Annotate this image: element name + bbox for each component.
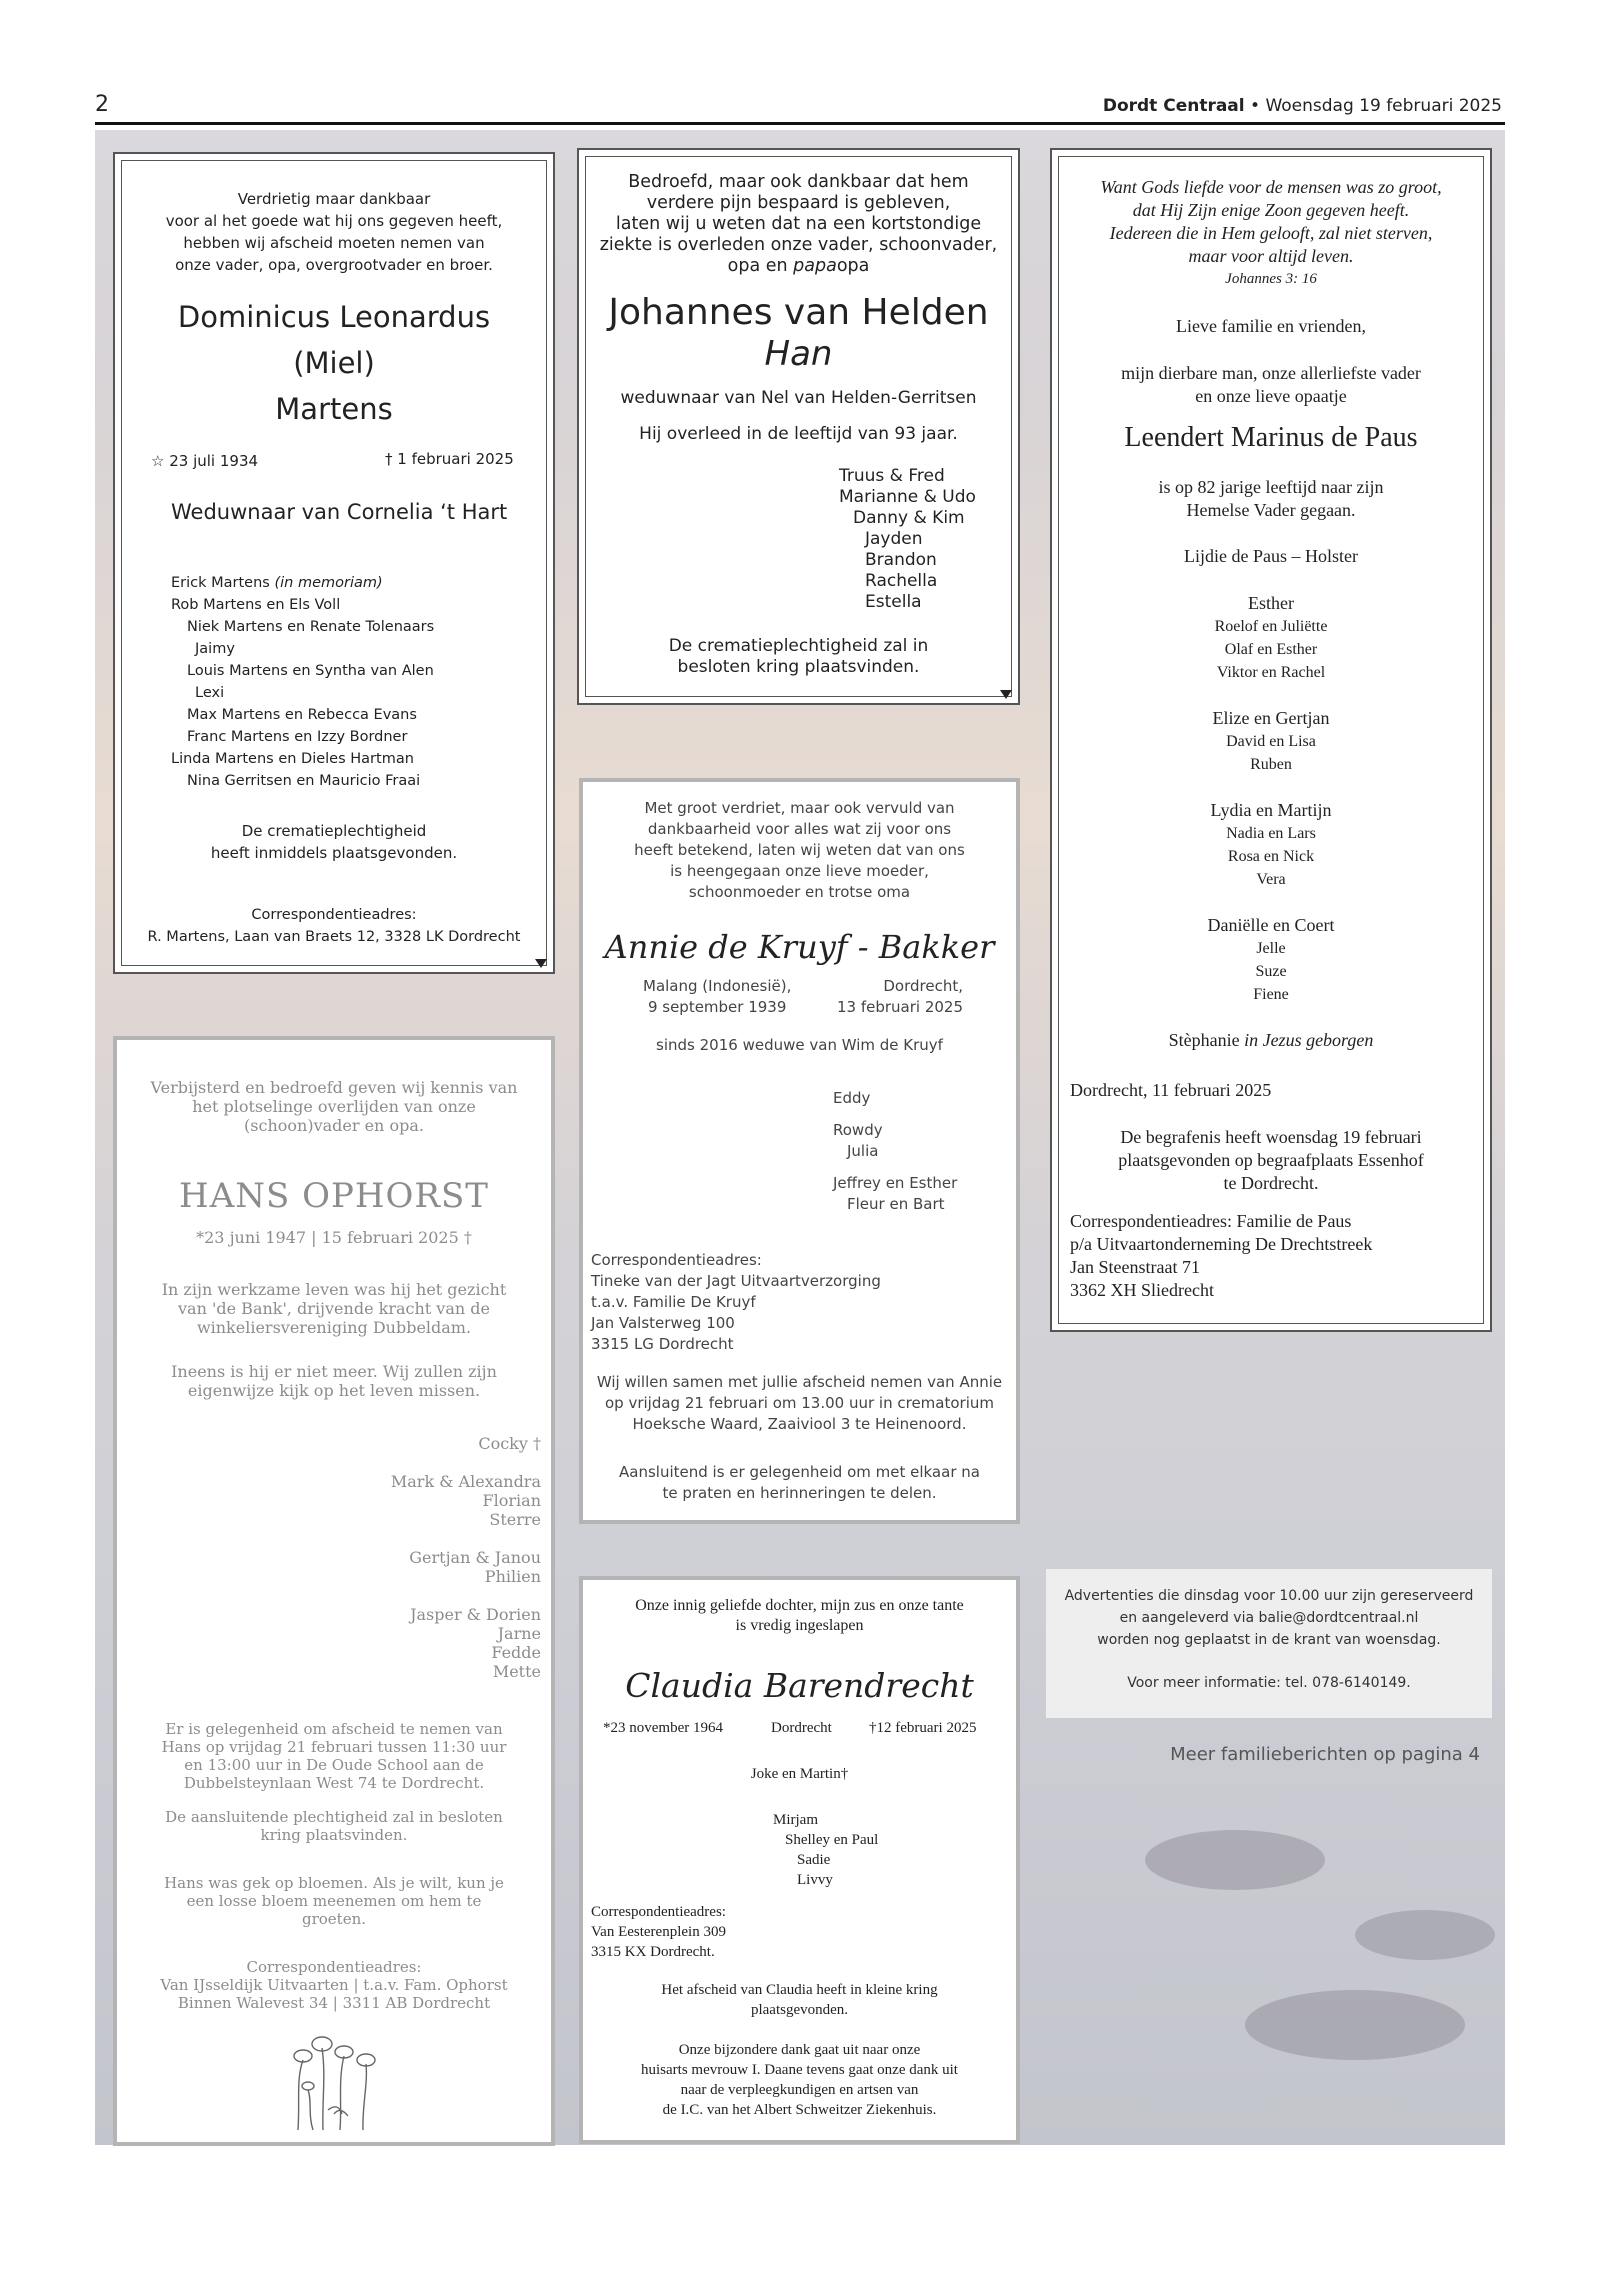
passing-line: Hemelse Vader gegaan. <box>1186 500 1356 520</box>
family-member: Jelle <box>1256 940 1286 957</box>
family-member: Truus & Fred <box>839 466 945 486</box>
notice-text <box>1046 1585 1492 1651</box>
parents-line: Joke en Martin† <box>750 1766 849 1782</box>
corr-line: 3362 XH Sliedrecht <box>1070 1280 1214 1300</box>
bible-verse <box>1062 176 1480 291</box>
family-member: Rowdy <box>833 1121 883 1139</box>
family-member: Franc Martens en Izzy Bordner <box>187 729 408 745</box>
funeral-line: De begrafenis heeft woensdag 19 februari <box>1120 1127 1422 1147</box>
ceremony-note <box>579 636 1018 678</box>
deceased-nickname: Han <box>764 334 833 374</box>
family-member: Jaimy <box>195 641 235 657</box>
biography <box>121 1280 547 1337</box>
birth-info <box>643 976 791 1018</box>
intro-line: laten wij u weten dat na een kortstondige <box>615 214 982 234</box>
intro-line: hebben wij afscheid moeten nemen van <box>183 234 485 252</box>
family-member: Mark & Alexandra <box>390 1472 541 1491</box>
intro-line: voor al het goede wat hij ons gegeven heeft, <box>165 212 503 230</box>
flowers-note <box>121 1874 547 1928</box>
intro-line: mijn dierbare man, onze allerliefste vader <box>1121 363 1421 383</box>
family-head: Esther <box>1248 593 1294 613</box>
wife-line: Lijdie de Paus – Holster <box>1184 546 1358 566</box>
intro-line: (schoon)vader en opa. <box>244 1116 424 1135</box>
birth-place: Malang (Indonesië), <box>643 977 792 995</box>
corr-line: Correspondentieadres: <box>251 907 417 923</box>
triangle-down-icon <box>535 959 547 968</box>
intro-line: is vredig ingeslapen <box>735 1617 864 1634</box>
obituary-de-paus <box>1050 148 1492 1332</box>
intro-line: Bedroefd, maar ook dankbaar dat hem <box>628 172 969 192</box>
verse-reference: Johannes 3: 16 <box>1225 271 1317 287</box>
corr-line: Correspondentieadres: Familie de Paus <box>1070 1211 1352 1231</box>
header-rule <box>95 122 1505 125</box>
farewell-line: plaatsgevonden. <box>750 2002 849 2018</box>
family-member: Mette <box>492 1662 541 1681</box>
deceased-name: Leendert Marinus de Paus <box>1124 422 1418 453</box>
family-member: Fiene <box>1253 986 1289 1003</box>
correspondence-address <box>591 1902 726 1962</box>
deceased-name: Claudia Barendrecht <box>625 1666 974 1705</box>
ceremony-note <box>121 1808 547 1844</box>
family-member <box>171 572 434 594</box>
intro-line <box>589 256 1008 277</box>
intro-line: schoonmoeder en trotse oma <box>688 883 911 901</box>
verse-line: Iedereen die in Hem gelooft, zal niet sterven, <box>1109 223 1433 243</box>
greeting: Lieve familie en vrienden, <box>1176 316 1366 336</box>
family-member: Marianne & Udo <box>839 487 976 507</box>
intro-line: onze vader, opa, overgrootvader en broer. <box>175 256 493 274</box>
corr-line: Van IJsseldijk Uitvaarten | t.a.v. Fam. Ophorst <box>160 1976 508 1994</box>
family-member: Lexi <box>195 685 225 701</box>
thanks-line: naar de verpleegkundigen en artsen van <box>680 2082 919 2098</box>
intro-text: opa en <box>727 256 794 276</box>
after-line: Aansluitend is er gelegenheid om met elkaar na <box>619 1463 980 1481</box>
death-date: 13 februari 2025 <box>836 998 963 1016</box>
obituary-van-helden <box>577 148 1020 705</box>
family-list <box>171 572 434 792</box>
pebble-shape <box>1145 1830 1325 1890</box>
corr-line: t.a.v. Familie De Kruyf <box>591 1293 756 1311</box>
family-member: Jayden <box>865 529 923 549</box>
corr-line: Van Eesterenplein 309 <box>591 1924 726 1940</box>
farewell-note <box>121 1720 547 1792</box>
family-member: Brandon <box>865 550 937 570</box>
family-head: Lydia en Martijn <box>1210 800 1332 820</box>
family-member: Jasper & Dorien <box>410 1605 541 1624</box>
masthead-separator: • <box>1250 96 1261 116</box>
farewell-line: op vrijdag 21 februari om 13.00 uur in crematorium <box>605 1394 994 1412</box>
obituary-de-kruyf <box>579 778 1020 1524</box>
stephanie-name: Stèphanie <box>1168 1030 1245 1050</box>
family-member: Louis Martens en Syntha van Alen <box>187 663 434 679</box>
family-member: Suze <box>1255 963 1287 980</box>
in-memoriam: (in memoriam) <box>274 575 383 591</box>
farewell-line: Het afscheid van Claudia heeft in kleine kring <box>661 1982 938 1998</box>
masthead <box>1103 96 1502 116</box>
family-member: Cocky † <box>478 1434 541 1453</box>
loss-line: Ineens is hij er niet meer. Wij zullen zijn <box>171 1362 497 1381</box>
family-head: Elize en Gertjan <box>1212 708 1330 728</box>
family-member: David en Lisa <box>1226 733 1316 750</box>
after-line: te praten en herinneringen te delen. <box>662 1484 937 1502</box>
life-dates: *23 juni 1947 | 15 februari 2025 † <box>196 1228 472 1247</box>
ophorst-intro <box>121 1078 547 1135</box>
family-list <box>773 1810 878 1890</box>
thanks-line: Onze bijzondere dank gaat uit naar onze <box>678 2042 921 2058</box>
farewell-line: Wij willen samen met jullie afscheid nemen van Annie <box>596 1373 1003 1391</box>
family-member: Jarne <box>497 1624 541 1643</box>
corr-line: 3315 LG Dordrecht <box>591 1335 734 1353</box>
paper-name: Dordt Centraal <box>1102 96 1245 116</box>
corr-line: Tineke van der Jagt Uitvaartverzorging <box>591 1272 881 1290</box>
passing-line: is op 82 jarige leeftijd naar zijn <box>1158 477 1384 497</box>
ceremony-line: heeft inmiddels plaatsgevonden. <box>210 844 458 862</box>
family-member: Philien <box>484 1567 541 1586</box>
age-line: Hij overleed in de leeftijd van 93 jaar. <box>639 424 958 444</box>
family-member-name: Erick Martens <box>171 575 275 591</box>
pebble-shape <box>1245 1990 1465 2060</box>
intro-emphasis: papa <box>793 256 837 276</box>
obituary-barendrecht <box>579 1576 1020 2144</box>
obituary-martens <box>113 152 555 974</box>
family-member: Florian <box>482 1491 541 1510</box>
notice-info: Voor meer informatie: tel. 078-6140149. <box>1127 1675 1411 1691</box>
family-list <box>839 466 976 613</box>
intro-line: is heengegaan onze lieve moeder, <box>670 862 929 880</box>
family-member: Nadia en Lars <box>1226 825 1316 842</box>
family-member: Sadie <box>797 1852 831 1868</box>
name-line: Martens <box>275 392 393 426</box>
family-member: Jeffrey en Esther <box>833 1174 958 1192</box>
family-member: Rosa en Nick <box>1227 848 1315 865</box>
thanks-line: de I.C. van het Albert Schweitzer Ziekenhuis. <box>662 2102 937 2118</box>
kruyf-intro <box>583 798 1016 903</box>
family-member: Julia <box>847 1142 879 1160</box>
family-member: Linda Martens en Dieles Hartman <box>171 751 414 767</box>
funeral-note <box>1052 1126 1490 1195</box>
issue-date: Woensdag 19 februari 2025 <box>1265 96 1502 116</box>
verse-line: Want Gods liefde voor de mensen was zo groot, <box>1100 177 1442 197</box>
death-date: † 1 februari 2025 <box>385 450 514 468</box>
intro-line: Met groot verdriet, maar ook vervuld van <box>644 799 955 817</box>
intro-line: Verdrietig maar dankbaar <box>237 190 431 208</box>
obituary-ophorst <box>113 1036 555 2146</box>
intro-line: dankbaarheid voor alles wat zij voor ons <box>647 820 952 838</box>
family-member: Niek Martens en Renate Tolenaars <box>187 619 435 635</box>
corr-line: Jan Valsterweg 100 <box>591 1314 735 1332</box>
martens-intro <box>135 188 533 276</box>
deceased-name: Annie de Kruyf - Bakker <box>604 928 995 966</box>
flowers-line: Hans was gek op bloemen. Als je wilt, kun je <box>164 1874 504 1892</box>
intro-line: het plotselinge overlijden van onze <box>192 1097 476 1116</box>
family-head: Daniëlle en Coert <box>1207 915 1335 935</box>
correspondence-address <box>121 1958 547 2012</box>
family-member: Rob Martens en Els Voll <box>171 597 341 613</box>
stephanie-note: in Jezus geborgen <box>1244 1030 1374 1050</box>
notice-line: worden nog geplaatst in de krant van woensdag. <box>1097 1632 1441 1648</box>
family-member: Viktor en Rachel <box>1216 664 1326 681</box>
ceremony-line: De crematieplechtigheid zal in <box>668 636 929 656</box>
family-member: Vera <box>1256 871 1286 888</box>
birth-date <box>151 452 258 470</box>
poppy-flowers-icon <box>278 2020 388 2130</box>
intro-line: ziekte is overleden onze vader, schoonvader, <box>599 235 998 255</box>
van-helden-intro <box>589 172 1008 277</box>
paus-intro <box>1052 362 1490 408</box>
farewell-note <box>583 1980 1016 2020</box>
family-list <box>391 1434 541 1681</box>
intro-line: en onze lieve opaatje <box>1195 386 1347 406</box>
correspondence-address <box>591 1250 881 1355</box>
family-member: Roelof en Juliëtte <box>1214 618 1328 635</box>
place-date: Dordrecht, 11 februari 2025 <box>1070 1080 1272 1100</box>
stephanie-line <box>1052 1029 1490 1052</box>
farewell-line: Dubbelsteynlaan West 74 te Dordrecht. <box>183 1774 485 1792</box>
family-list <box>1052 592 1490 1052</box>
correspondence-address <box>1070 1210 1372 1302</box>
farewell-line: Er is gelegenheid om afscheid te nemen van <box>165 1720 503 1738</box>
ceremony-line: De crematieplechtigheid <box>241 822 427 840</box>
family-list <box>833 1088 957 1215</box>
corr-line: R. Martens, Laan van Braets 12, 3328 LK Dordrecht <box>147 929 521 945</box>
name-line: (Miel) <box>293 346 375 380</box>
corr-line: p/a Uitvaartonderneming De Drechtstreek <box>1070 1234 1373 1254</box>
bio-line: winkeliersvereniging Dubbeldam. <box>196 1318 472 1337</box>
thanks-note <box>583 2040 1016 2120</box>
deceased-name <box>125 294 543 432</box>
bio-line: van 'de Bank', drijvende kracht van de <box>178 1299 490 1318</box>
birth-place: Dordrecht <box>771 1720 832 1736</box>
verse-line: dat Hij Zijn enige Zoon gegeven heeft. <box>1132 200 1410 220</box>
triangle-down-icon <box>1000 690 1012 699</box>
funeral-line: plaatsgevonden op begraafplaats Essenhof <box>1118 1150 1424 1170</box>
corr-line: Correspondentieadres: <box>591 1904 726 1920</box>
intro-text: opa <box>836 256 870 276</box>
pebble-shape <box>1355 1910 1495 1960</box>
death-place: Dordrecht, <box>883 977 963 995</box>
intro-line: verdere pijn bespaard is gebleven, <box>646 193 951 213</box>
barendrecht-intro <box>583 1596 1016 1636</box>
deceased-name: Johannes van Helden <box>608 292 989 333</box>
farewell-note <box>583 1372 1016 1435</box>
corr-line: Binnen Walevest 34 | 3311 AB Dordrecht <box>177 1994 491 2012</box>
family-member: Gertjan & Janou <box>409 1548 541 1567</box>
notice-line: en aangeleverd via balie@dordtcentraal.nl <box>1119 1610 1419 1626</box>
name-line: Dominicus Leonardus <box>177 300 491 334</box>
loss-line: eigenwijze kijk op het leven missen. <box>187 1381 481 1400</box>
family-member: Shelley en Paul <box>785 1832 879 1848</box>
corr-line: Jan Steenstraat 71 <box>1070 1257 1200 1277</box>
passing-text <box>1052 476 1490 522</box>
family-member: Nina Gerritsen en Mauricio Fraai <box>187 773 421 789</box>
corr-line: Correspondentieadres: <box>246 1958 422 1976</box>
family-member: Ruben <box>1250 756 1292 773</box>
family-member: Eddy <box>833 1089 871 1107</box>
birth-date: 9 september 1939 <box>647 998 787 1016</box>
page-number: 2 <box>95 92 109 117</box>
verse-line: maar voor altijd leven. <box>1188 246 1354 266</box>
widower-line: weduwnaar van Nel van Helden-Gerritsen <box>620 388 977 408</box>
spouse-line: Weduwnaar van Cornelia ‘t Hart <box>171 500 508 524</box>
death-date: †12 februari 2025 <box>869 1720 977 1736</box>
birth-date: *23 november 1964 <box>603 1720 723 1736</box>
star-icon: ☆ <box>151 452 165 470</box>
notice-line: Advertenties die dinsdag voor 10.00 uur zijn gereserveerd <box>1064 1588 1474 1604</box>
thanks-line: huisarts mevrouw I. Daane tevens gaat onze dank uit <box>641 2062 958 2078</box>
farewell-line: Hans op vrijdag 21 februari tussen 11:30 uur <box>161 1738 507 1756</box>
ceremony-note <box>125 820 543 864</box>
family-member: Livvy <box>797 1872 833 1888</box>
farewell-line: en 13:00 uur in De Oude School aan de <box>184 1756 484 1774</box>
ceremony-line: kring plaatsvinden. <box>260 1826 408 1844</box>
ceremony-line: De aansluitende plechtigheid zal in besloten <box>165 1808 503 1826</box>
more-notices-link[interactable]: Meer familieberichten op pagina 4 <box>1170 1744 1480 1765</box>
aftercare-note <box>583 1462 1016 1504</box>
intro-line: heeft betekend, laten wij weten dat van ons <box>634 841 965 859</box>
family-member: Danny & Kim <box>853 508 965 528</box>
family-member: Olaf en Esther <box>1224 641 1318 658</box>
family-member: Fedde <box>491 1643 541 1662</box>
intro-line: Onze innig geliefde dochter, mijn zus en onze tante <box>635 1597 964 1614</box>
advertising-notice <box>1046 1569 1492 1718</box>
family-member: Estella <box>865 592 922 612</box>
widow-line: sinds 2016 weduwe van Wim de Kruyf <box>656 1036 943 1054</box>
family-member: Mirjam <box>773 1812 818 1828</box>
family-member: Max Martens en Rebecca Evans <box>187 707 417 723</box>
death-info <box>833 976 963 1018</box>
intro-line: Verbijsterd en bedroefd geven wij kennis van <box>150 1078 518 1097</box>
ceremony-line: besloten kring plaatsvinden. <box>677 657 920 677</box>
birth-date-text: 23 juli 1934 <box>169 452 259 470</box>
corr-line: Correspondentieadres: <box>591 1251 762 1269</box>
family-member: Fleur en Bart <box>847 1195 945 1213</box>
flowers-line: een losse bloem meenemen om hem te <box>186 1892 482 1910</box>
bio-line: In zijn werkzame leven was hij het gezicht <box>161 1280 507 1299</box>
loss-note <box>121 1362 547 1400</box>
correspondence-address <box>125 904 543 948</box>
funeral-line: te Dordrecht. <box>1223 1173 1319 1193</box>
farewell-line: Hoeksche Waard, Zaaiviool 3 te Heinenoord. <box>632 1415 967 1433</box>
family-member: Rachella <box>865 571 938 591</box>
deceased-name: HANS OPHORST <box>179 1176 489 1216</box>
family-member: Sterre <box>489 1510 541 1529</box>
flowers-line: groeten. <box>301 1910 366 1928</box>
corr-line: 3315 KX Dordrecht. <box>591 1944 715 1960</box>
